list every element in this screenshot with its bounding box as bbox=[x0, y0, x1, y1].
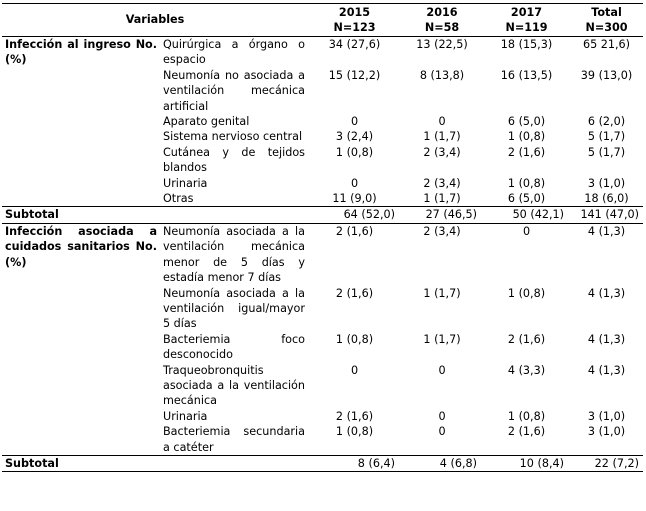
cell-total: 5 (1,7) bbox=[587, 145, 626, 159]
header-2017-n: N=119 bbox=[505, 21, 548, 34]
subtotal-row bbox=[2, 455, 643, 471]
cell-total: 3 (1,0) bbox=[587, 176, 626, 190]
cell-2017: 1 (0,8) bbox=[507, 409, 546, 423]
cell-2017: 18 (15,3) bbox=[500, 38, 553, 51]
cell-2016: 1 (1,7) bbox=[423, 332, 461, 346]
row-item: Urinaria bbox=[163, 409, 208, 423]
subtotal-2015: 8 (6,4) bbox=[308, 455, 401, 471]
subtotal-2017: 50 (42,1) bbox=[483, 207, 570, 223]
section-label: Infección al ingreso No. (%) bbox=[5, 38, 157, 67]
header-2016 bbox=[401, 4, 483, 37]
cell-2015: 2 (1,6) bbox=[335, 224, 374, 238]
row-item: Neumonía no asociada a ventilación mecánica artificial bbox=[163, 68, 305, 113]
cell-2015: 1 (0,8) bbox=[335, 332, 374, 346]
subtotal-total: 22 (7,2) bbox=[570, 455, 643, 471]
cell-total: 39 (13,0) bbox=[580, 68, 633, 82]
cell-2016: 1 (1,7) bbox=[423, 192, 461, 206]
cell-2017: 0 bbox=[522, 224, 531, 238]
cell-2015: 11 (9,0) bbox=[332, 192, 377, 206]
table-header-row bbox=[2, 4, 643, 37]
cell-2016: 2 (3,4) bbox=[423, 176, 461, 190]
header-variables: Variables bbox=[125, 13, 185, 27]
cell-2017: 4 (3,3) bbox=[507, 363, 546, 377]
cell-2017: 1 (0,8) bbox=[507, 130, 546, 144]
cell-2017: 6 (5,0) bbox=[507, 192, 546, 206]
cell-2015: 3 (2,4) bbox=[335, 130, 374, 144]
cell-2015: 1 (0,8) bbox=[335, 425, 374, 439]
row-item: Bacteriemia foco desconocido bbox=[163, 332, 305, 362]
cell-2016: 1 (1,7) bbox=[423, 130, 461, 144]
cell-2016: 0 bbox=[438, 425, 446, 439]
cell-total: 6 (2,0) bbox=[587, 115, 626, 129]
cell-total: 65 21,6) bbox=[582, 38, 631, 51]
header-2017-year: 2017 bbox=[510, 5, 543, 19]
subtotal-2016: 27 (46,5) bbox=[401, 207, 483, 223]
cell-2017: 6 (5,0) bbox=[507, 115, 546, 129]
row-item: Otras bbox=[163, 192, 194, 206]
data-table bbox=[2, 3, 643, 472]
cell-2015: 15 (12,2) bbox=[328, 68, 381, 82]
cell-2015: 2 (1,6) bbox=[335, 286, 374, 300]
header-total-n: N=300 bbox=[585, 21, 628, 34]
cell-2017: 2 (1,6) bbox=[507, 332, 546, 346]
subtotal-label: Subtotal bbox=[2, 207, 308, 223]
cell-2017: 2 (1,6) bbox=[507, 425, 546, 439]
header-total bbox=[570, 4, 643, 37]
cell-2015: 34 (27,6) bbox=[328, 38, 381, 51]
section-label: Infección asociada a cuidados sanitarios No. (%) bbox=[5, 224, 157, 269]
subtotal-2015: 64 (52,0) bbox=[308, 207, 401, 223]
row-item: Bacteriemia secundaria a catéter bbox=[163, 425, 305, 454]
cell-2015: 0 bbox=[350, 363, 359, 377]
header-total-label: Total bbox=[591, 5, 622, 19]
cell-total: 4 (1,3) bbox=[587, 224, 626, 238]
subtotal-2016: 4 (6,8) bbox=[401, 455, 483, 471]
cell-2016: 1 (1,7) bbox=[423, 286, 461, 300]
row-item: Cutánea y de tejidos blandos bbox=[163, 145, 305, 175]
row-item: Quirúrgica a órgano o espacio bbox=[163, 38, 305, 67]
cell-total: 4 (1,3) bbox=[587, 332, 626, 346]
cell-2017: 1 (0,8) bbox=[507, 286, 546, 300]
cell-total: 4 (1,3) bbox=[587, 363, 626, 377]
cell-total: 3 (1,0) bbox=[587, 409, 626, 423]
cell-2016: 0 bbox=[438, 115, 446, 129]
subtotal-label: Subtotal bbox=[2, 455, 308, 471]
cell-2015: 0 bbox=[350, 176, 359, 190]
row-item: Traqueobronquitis asociada a la ventilación mecánica bbox=[163, 363, 305, 408]
row-item: Aparato genital bbox=[163, 115, 250, 129]
row-item: Urinaria bbox=[163, 176, 208, 190]
cell-2015: 2 (1,6) bbox=[335, 409, 374, 423]
subtotal-total: 141 (47,0) bbox=[570, 207, 643, 223]
subtotal-2017: 10 (8,4) bbox=[483, 455, 570, 471]
cell-2016: 13 (22,5) bbox=[416, 38, 468, 51]
header-2015-year: 2015 bbox=[338, 5, 371, 19]
header-2016-year: 2016 bbox=[426, 5, 458, 19]
cell-2016: 2 (3,4) bbox=[423, 145, 461, 159]
header-2017 bbox=[483, 4, 570, 37]
header-2015 bbox=[308, 4, 401, 37]
cell-2016: 8 (13,8) bbox=[419, 68, 465, 82]
cell-total: 18 (6,0) bbox=[584, 192, 629, 206]
cell-2016: 0 bbox=[438, 363, 446, 377]
row-item: Neumonía asociada a la ventilación mecánica menor de 5 días y estadía menor 7 días bbox=[163, 224, 305, 285]
cell-2015: 1 (0,8) bbox=[335, 145, 374, 159]
cell-total: 3 (1,0) bbox=[587, 425, 626, 439]
header-2016-n: N=58 bbox=[424, 21, 460, 34]
row-item: Sistema nervioso central bbox=[163, 130, 303, 144]
cell-2016: 2 (3,4) bbox=[423, 224, 461, 238]
row-item: Neumonía asociada a la ventilación igual/mayor 5 días bbox=[163, 286, 305, 331]
table-row bbox=[2, 37, 643, 68]
cell-2017: 16 (13,5) bbox=[500, 68, 553, 82]
cell-2016: 0 bbox=[438, 409, 446, 423]
cell-2015: 0 bbox=[350, 115, 359, 129]
subtotal-row bbox=[2, 207, 643, 223]
cell-2017: 2 (1,6) bbox=[507, 145, 546, 159]
cell-2017: 1 (0,8) bbox=[507, 176, 546, 190]
cell-total: 4 (1,3) bbox=[587, 286, 626, 300]
table-row bbox=[2, 223, 643, 285]
cell-total: 5 (1,7) bbox=[587, 130, 626, 144]
header-2015-n: N=123 bbox=[333, 21, 376, 34]
